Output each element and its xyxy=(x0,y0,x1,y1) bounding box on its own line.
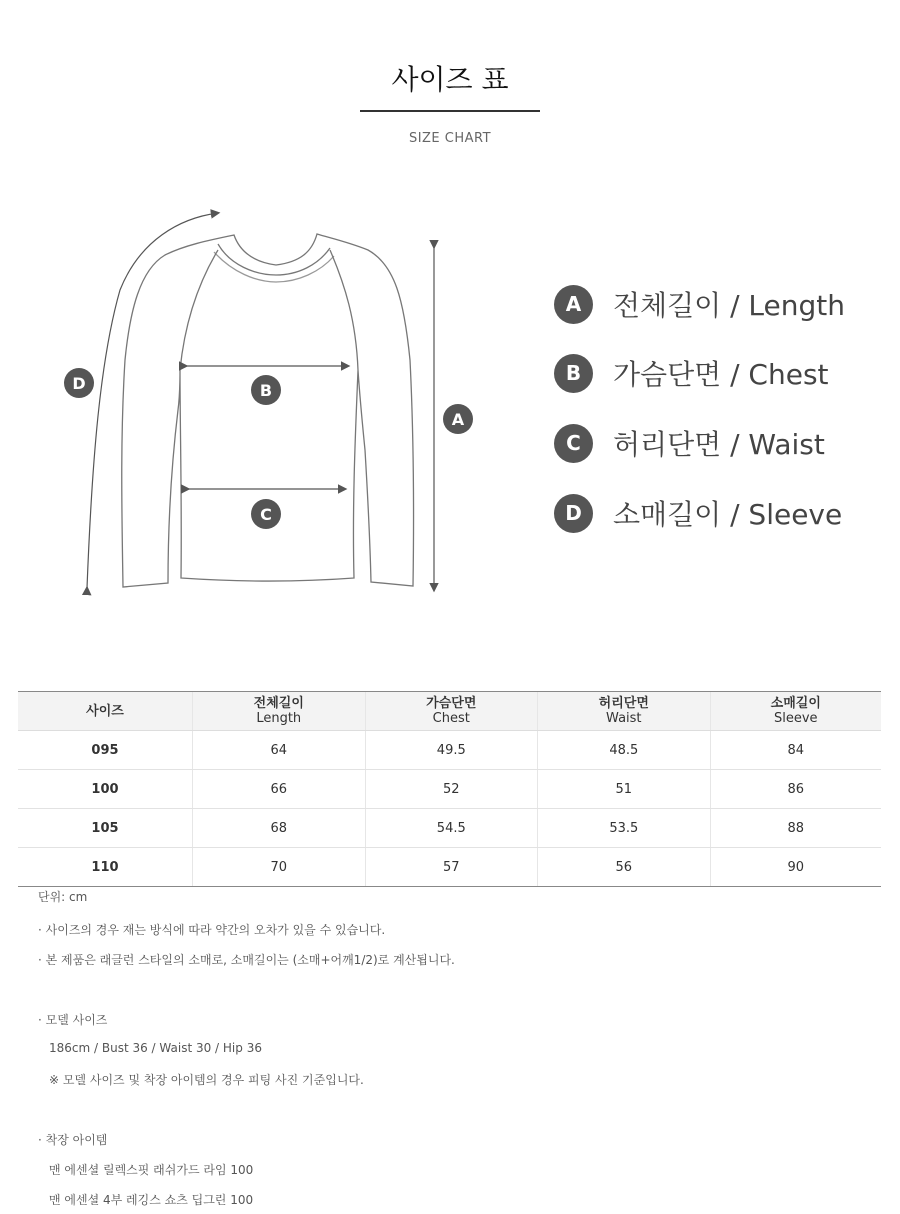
cell-sleeve: 86 xyxy=(710,770,881,809)
marker-a xyxy=(443,404,473,434)
legend-label: 전체길이 / Length xyxy=(613,289,846,322)
header-sleeve: 소매길이 Sleeve xyxy=(710,692,881,731)
table-row xyxy=(18,731,881,770)
cell-sleeve: 84 xyxy=(710,731,881,770)
legend-item-sleeve xyxy=(554,493,842,533)
header-length: 전체길이 Length xyxy=(193,692,366,731)
legend-badge: A xyxy=(554,285,593,324)
cell-size: 105 xyxy=(18,809,193,848)
cell-size: 100 xyxy=(18,770,193,809)
cell-chest: 54.5 xyxy=(365,809,538,848)
title-divider xyxy=(360,110,540,112)
svg-text:D: D xyxy=(72,374,86,393)
legend-badge: D xyxy=(554,494,593,533)
model-size-footnote: ※ 모델 사이즈 및 착장 아이템의 경우 피팅 사진 기준입니다. xyxy=(49,1073,364,1087)
table-header-row xyxy=(18,692,881,731)
header-size: 사이즈 xyxy=(18,692,193,731)
legend-label: 허리단면 / Waist xyxy=(613,428,825,461)
cell-waist: 51 xyxy=(538,770,711,809)
cell-chest: 49.5 xyxy=(365,731,538,770)
cell-chest: 57 xyxy=(365,848,538,887)
cell-chest: 52 xyxy=(365,770,538,809)
legend-item-waist xyxy=(554,423,825,463)
cell-length: 70 xyxy=(193,848,366,887)
cell-size: 110 xyxy=(18,848,193,887)
worn-items-heading: · 착장 아이템 xyxy=(38,1133,108,1147)
svg-text:B: B xyxy=(259,381,273,400)
worn-item: 맨 에센셜 4부 레깅스 쇼츠 딥그린 100 xyxy=(49,1193,254,1207)
legend-badge: B xyxy=(554,354,593,393)
legend-badge: C xyxy=(554,424,593,463)
table-row xyxy=(18,809,881,848)
cell-sleeve: 88 xyxy=(710,809,881,848)
legend-label: 소매길이 / Sleeve xyxy=(613,498,843,531)
cell-length: 66 xyxy=(193,770,366,809)
header-chest: 가슴단면 Chest xyxy=(365,692,538,731)
marker-d xyxy=(64,368,94,398)
marker-c xyxy=(251,499,281,529)
legend-item-length xyxy=(554,284,845,324)
cell-waist: 53.5 xyxy=(538,809,711,848)
legend-label: 가슴단면 / Chest xyxy=(613,358,829,391)
svg-text:C: C xyxy=(260,505,272,524)
garment-diagram xyxy=(0,190,520,610)
cell-waist: 48.5 xyxy=(538,731,711,770)
legend-item-chest xyxy=(554,353,829,393)
raglan-note: · 본 제품은 래글런 스타일의 소매로, 소매길이는 (소매+어깨1/2)로 계산됩니다. xyxy=(38,953,455,967)
model-size-value: 186cm / Bust 36 / Waist 30 / Hip 36 xyxy=(49,1041,262,1055)
table-row xyxy=(18,848,881,887)
sleeve-arrow xyxy=(87,213,218,588)
page-title: 사이즈 표 xyxy=(391,63,509,96)
measure-note: · 사이즈의 경우 재는 방식에 따라 약간의 오차가 있을 수 있습니다. xyxy=(38,923,386,937)
cell-sleeve: 90 xyxy=(710,848,881,887)
page-subtitle: SIZE CHART xyxy=(408,131,492,146)
cell-waist: 56 xyxy=(538,848,711,887)
svg-text:A: A xyxy=(451,410,465,429)
model-size-heading: · 모델 사이즈 xyxy=(38,1013,108,1027)
cell-length: 64 xyxy=(193,731,366,770)
cell-length: 68 xyxy=(193,809,366,848)
cell-size: 095 xyxy=(18,731,193,770)
marker-b xyxy=(251,375,281,405)
worn-item: 맨 에센셜 릴렉스핏 래쉬가드 라임 100 xyxy=(49,1163,254,1177)
size-table xyxy=(18,691,881,887)
unit-note: 단위: cm xyxy=(38,890,88,904)
header-waist: 허리단면 Waist xyxy=(538,692,711,731)
table-row xyxy=(18,770,881,809)
shirt-outline xyxy=(122,234,414,587)
